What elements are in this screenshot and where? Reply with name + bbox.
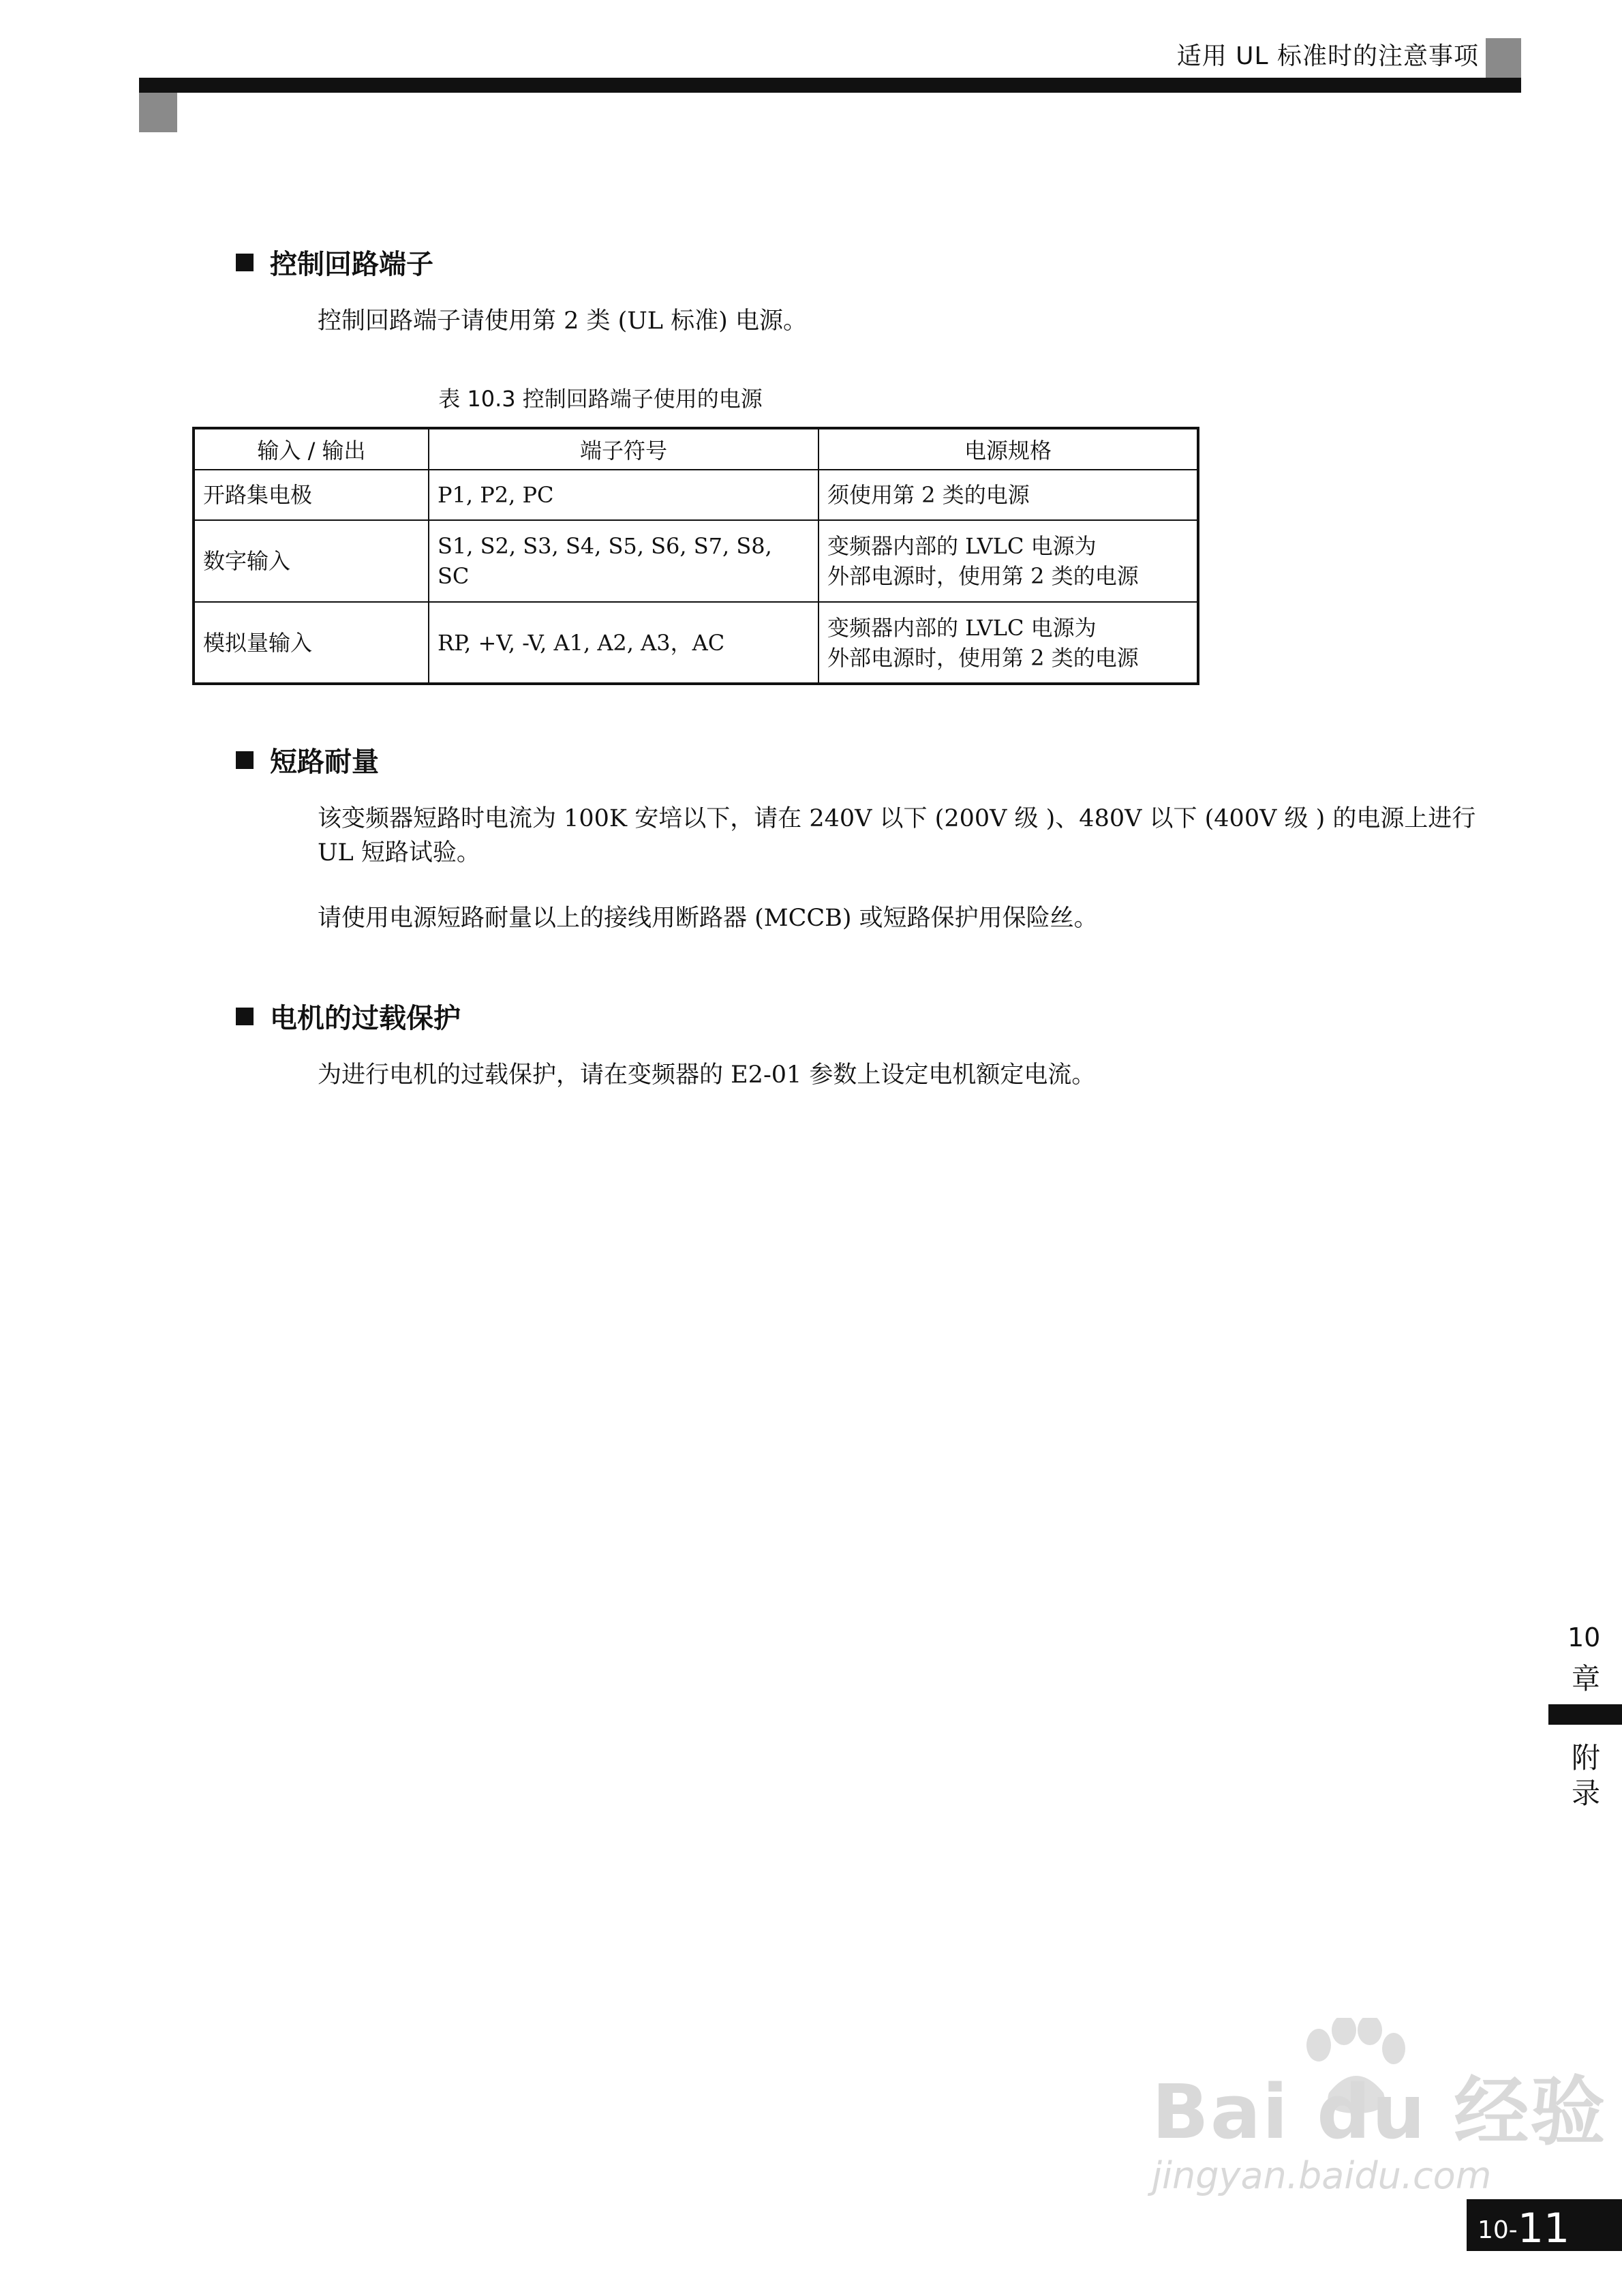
square-bullet-icon: [236, 254, 254, 271]
table-cell-spec: [818, 470, 1198, 520]
table-cell-io: 数字输入: [194, 520, 429, 602]
table-header-cell: 输入 / 输出: [194, 428, 429, 470]
chapter-label: 章: [1572, 1662, 1601, 1695]
table-cell-spec-line: 外部电源时，使用第 2 类的电源: [827, 644, 1139, 671]
page-number-page: 11: [1517, 2205, 1570, 2252]
table-row: [194, 602, 1198, 684]
table-row: [194, 470, 1198, 520]
table-cell-spec: [818, 602, 1198, 684]
section-paragraph: 该变频器短路时电流为 100K 安培以下，请在 240V 以下 (200V 级 )、480V 以下 (400V 级 ) 的电源上进行 UL 短路试验。: [318, 805, 1476, 866]
table-cell-spec-line: 外部电源时，使用第 2 类的电源: [827, 563, 1139, 589]
table-header-row: [194, 428, 1198, 470]
left-gray-block: [139, 93, 177, 132]
section-heading-control-terminals: [236, 243, 433, 282]
table-cell-terminals: P1, P2, PC: [429, 470, 818, 520]
table-caption: 表 10.3 控制回路端子使用的电源: [438, 386, 763, 412]
section-paragraph: 为进行电机的过载保护，请在变频器的 E2-01 参数上设定电机额定电流。: [318, 1061, 1096, 1089]
header-gray-block: [1486, 38, 1521, 79]
header-title: 适用 UL 标准时的注意事项: [1176, 42, 1479, 70]
appendix-label-1: 附: [1572, 1741, 1601, 1774]
page-number: [1467, 2199, 1622, 2251]
power-spec-table: [192, 427, 1199, 685]
page-number-chapter: 10-: [1478, 2216, 1518, 2244]
section-heading-text: 短路耐量: [270, 746, 379, 778]
section-heading-motor-overload: [236, 997, 461, 1036]
table-cell-io: 模拟量输入: [194, 602, 429, 684]
section-heading-text: 电机的过载保护: [270, 1003, 461, 1034]
watermark-logo: Bai du 经验: [1152, 2068, 1607, 2156]
section-paragraph: 控制回路端子请使用第 2 类 (UL 标准) 电源。: [318, 307, 807, 335]
table-cell-terminals: RP, +V, -V, A1, A2, A3，AC: [429, 602, 818, 684]
chapter-tab-bar: [1548, 1704, 1622, 1725]
table-cell-spec-line: 变频器内部的 LVLC 电源为: [827, 614, 1097, 641]
table-cell-spec: [818, 520, 1198, 602]
table-header-cell: 电源规格: [818, 428, 1198, 470]
table-row: [194, 520, 1198, 602]
chapter-number: 10: [1567, 1622, 1601, 1652]
table-cell-terminals: S1, S2, S3, S4, S5, S6, S7, S8, SC: [429, 520, 818, 602]
header-rule: [139, 78, 1521, 93]
square-bullet-icon: [236, 1008, 254, 1025]
table-cell-io: 开路集电极: [194, 470, 429, 520]
appendix-label-2: 录: [1572, 1777, 1601, 1810]
section-heading-short-circuit: [236, 740, 379, 779]
table-cell-spec-line: 须使用第 2 类的电源: [827, 482, 1030, 508]
square-bullet-icon: [236, 751, 254, 769]
section-heading-text: 控制回路端子: [270, 249, 433, 280]
section-paragraph: 请使用电源短路耐量以上的接线用断路器 (MCCB) 或短路保护用保险丝。: [318, 905, 1098, 932]
watermark-url: jingyan.baidu.com: [1152, 2154, 1492, 2197]
table-cell-spec-line: 变频器内部的 LVLC 电源为: [827, 533, 1097, 559]
table-header-cell: 端子符号: [429, 428, 818, 470]
